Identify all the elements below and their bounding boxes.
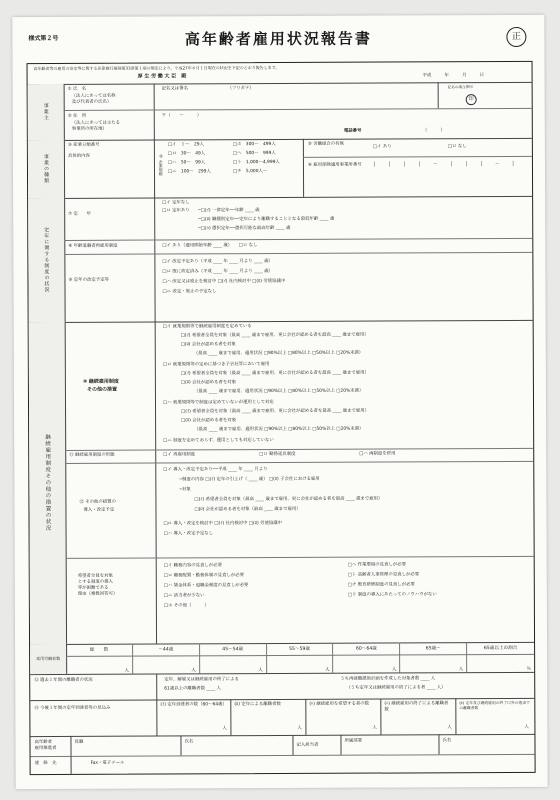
past-year-label: ⑬ 過去１年間の離職者の状況 <box>34 677 93 684</box>
continued-option[interactable]: （最高 ____ 歳まで雇用、適用状況 □90%以上 □80%以上 □50%以上 □20%未満） <box>193 350 364 357</box>
measure-option[interactable]: □ハ 両制度を併用 <box>359 451 396 457</box>
continued-option[interactable]: □ロ 就業規則等の定めに基づき子会社等において雇用 <box>162 362 270 368</box>
job-retirement-option[interactable]: ─□(ﾛ) 職種別定年──定年により離職することとなる最低年齢 ____ 歳 <box>198 216 335 223</box>
business-section <box>28 138 532 199</box>
reason-label-3: 等が困難である <box>77 585 109 591</box>
workers-value-cell[interactable]: ％ <box>526 666 532 672</box>
reason-option[interactable]: □ホ その他（ ） <box>163 603 209 609</box>
furigana-label: （フリガナ） <box>227 86 254 92</box>
continued-option[interactable]: □(ｲ) 希望者全員を対象（最高 ____ 歳まで雇用、更に会社が認める者を最高 ____ 歳まで雇用） <box>180 370 369 377</box>
selective-retirement-option[interactable]: ─□(ﾊ) 選択定年──選択可能な最高年齢 ____ 歳 <box>198 225 291 232</box>
divider <box>154 238 532 241</box>
next-year-col: (ﾆ) 継続雇用の終了による離職者数 <box>384 701 449 713</box>
divider <box>438 82 439 108</box>
company-size-label: ④ 企業規模 <box>158 153 164 176</box>
reason-label-4: 理由（複数回答可） <box>77 591 118 597</box>
workers-header-cell: 60～64歳 <box>333 642 400 654</box>
divider <box>154 108 532 111</box>
continued-labels <box>65 322 157 644</box>
report-form-paper <box>12 15 547 789</box>
divider <box>303 156 532 158</box>
workers-section <box>30 642 534 675</box>
next-year-label: ⑭ 今後１年間の定年到達者等の見込み <box>34 705 111 712</box>
insurance-number-boxes[interactable]: │ │ │ │ － │ │ │ － │ <box>372 161 519 168</box>
plan-option[interactable]: □ハ 導入・改定予定なし <box>163 531 214 537</box>
size-option[interactable]: □ヘ 500～ 999人 <box>232 151 276 157</box>
employer-labels <box>64 84 155 140</box>
plan-option[interactable]: □イ 導入・改定予定あり──平成 ____ 年 ____ 月より <box>163 467 268 473</box>
continued-option[interactable]: （最高 ____ 歳まで雇用、適用状況 □90%以上 □80%以上 □50%以上 □20%未満） <box>194 426 364 433</box>
retirement-section <box>28 196 533 323</box>
change-option[interactable]: □イ 改定予定あり（平成 ____ 年 ____ 月より ____ 歳） <box>162 259 273 265</box>
divider <box>305 699 306 735</box>
original-seal-mark: 正 <box>506 27 526 47</box>
workers-header-cell: 55～59歳 <box>267 643 334 655</box>
reason-option[interactable]: □ロ 職務配置・勤務体制の見直しが必要 <box>163 573 244 579</box>
workers-value-cell[interactable]: 人 <box>200 655 267 673</box>
continued-option[interactable]: □(ﾛ) 会社が認める者を対象 <box>180 380 237 386</box>
workers-header-cell: 45～54歳 <box>200 643 267 655</box>
reason-option[interactable]: □リ 制度の導入にあたってのノウハウがない <box>347 592 437 598</box>
workers-value-cell[interactable]: 人 <box>66 656 133 674</box>
divider <box>455 698 456 734</box>
past-year-section <box>30 672 534 701</box>
continued-employment-section <box>29 320 534 645</box>
continued-option[interactable]: □ニ 制度を定めておらず、運用としても対応していない <box>163 438 274 444</box>
size-option[interactable]: □ニ 100～ 299人 <box>167 169 211 175</box>
workers-header-cell: 65歳以上の割合 <box>483 645 518 652</box>
union-yes-checkbox[interactable]: □イ あり <box>372 144 392 150</box>
divider <box>66 558 156 559</box>
workers-value-cell[interactable]: 人 <box>267 655 334 673</box>
intro-text: 高年齢者等の雇用の安定等に関する法律施行規則第33条第１項の規定により、平成27年６月１日現在の状況を下記のとおり報告します。 <box>33 64 280 72</box>
position-field[interactable]: 役職 <box>74 739 84 745</box>
reason-option[interactable]: □ハ 賃金体系・退職金制度の見直しが必要 <box>163 583 249 589</box>
continued-option[interactable]: □イ 就業規則等で継続雇用制度を定めている <box>162 324 252 330</box>
reason-option[interactable]: □チ 教育研修制度の見直しが必要 <box>347 582 415 588</box>
measure-option[interactable]: □イ 再雇用制度 <box>163 452 196 458</box>
address-note-1: （法人にあっては主たる <box>71 120 121 126</box>
divider <box>303 139 304 197</box>
next-year-unit[interactable]: 人 <box>222 726 227 732</box>
divider <box>438 734 439 754</box>
divider <box>156 556 534 559</box>
divider <box>230 699 231 735</box>
industry-code-label: ③ 産業分類番号 <box>67 142 100 148</box>
form-frame <box>27 61 536 775</box>
retirement-section-label: 定年に関する制度の状況 <box>28 198 66 322</box>
continued-section-label: 継続雇用制度その他の措置の状況 <box>29 322 67 644</box>
size-option[interactable]: □チ 5,000人～ <box>232 169 268 175</box>
continued-option[interactable]: □(ﾛ) 会社が認める者を対象 <box>180 342 236 348</box>
industry-code-cell <box>64 140 155 198</box>
reemploy-options[interactable]: □イ あり（適用開始年齢 ____ 歳） □ロ なし <box>162 243 258 249</box>
continued-system-label: ⑩ 継続雇用制度 <box>82 378 119 385</box>
form-title: 高年齢者雇用状況報告書 <box>184 29 372 49</box>
business-content-label: 具体的内容 <box>67 153 90 159</box>
plan-label-1: ⑫ その他の措置の <box>79 499 116 505</box>
reason-option[interactable]: □イ 職務内容の見直しが必要 <box>163 563 222 569</box>
divider <box>380 699 381 735</box>
writer-name-field[interactable]: 氏名 <box>442 738 452 744</box>
divider <box>156 700 157 736</box>
next-year-unit[interactable]: 人 <box>372 725 377 731</box>
change-option[interactable]: □ハ 改定又は廃止を検討中 □(ｲ) 社内検討中 □(ﾛ) 労使協議中 <box>162 278 286 285</box>
next-year-col: (ｲ) 定年到達者の数（60～64歳） <box>160 702 227 708</box>
size-option[interactable]: □ハ 50～ 99人 <box>167 160 206 166</box>
reason-option[interactable]: □ヘ 作業環境の見直しが必要 <box>347 562 406 568</box>
signature-mark-label: 記名の場合押印 <box>447 85 473 90</box>
promoter-label-2: 雇用推進者 <box>34 745 57 752</box>
divider <box>340 735 341 755</box>
business-section-label: 事業の種類 <box>28 140 65 198</box>
name-note-2: 及び代表者の氏名） <box>71 99 112 105</box>
next-year-col: (ﾛ) 定年による離職者数 <box>234 701 281 708</box>
change-option[interactable]: □ロ 既に改定済み（平成 ____ 年 ____ 月より ____ 歳） <box>162 269 273 275</box>
past-year-line[interactable]: うち再就職援助計画を作成した対象者数 ____ 人 <box>340 676 436 682</box>
past-year-line[interactable]: 61歳以上の離職者数 ____ 人 <box>164 686 221 692</box>
plan-option[interactable]: ─制度の内容 □(ｲ) 定年の引上げ（ ____ 歳） □(ﾛ) 子会社における雇用 <box>179 476 320 483</box>
divider <box>71 756 72 774</box>
workers-value-cell[interactable]: 人 <box>133 655 200 673</box>
promoter-label-1: 高年齢者 <box>34 739 53 746</box>
measure-form-label: ⑪ 継続雇用制度の形態 <box>69 452 115 458</box>
signature-label: 記名又は署名 <box>161 86 189 92</box>
next-year-unit[interactable]: 人 <box>447 725 452 731</box>
divider <box>155 448 533 451</box>
divider <box>64 110 154 111</box>
union-label: ⑤ 労働組合の有無 <box>307 141 344 147</box>
next-year-unit[interactable]: 人 <box>524 724 529 730</box>
reason-label-1: 希望者全員を対象 <box>77 573 113 579</box>
reason-option[interactable]: □ト 高齢者人事管理の見直しが必要 <box>347 572 420 578</box>
divider <box>64 254 154 255</box>
fax-email-field[interactable]: Fax・電子メール <box>90 760 125 766</box>
plan-label-2: 導入・改定予定 <box>83 507 115 513</box>
retirement-labels <box>64 198 156 322</box>
divider <box>155 461 533 464</box>
address-label: ② 住 所 <box>67 113 87 119</box>
workers-header-cell: 65歳～ <box>400 642 467 654</box>
continued-option[interactable]: □(ｲ) 希望者全員を対象（最高 ____ 歳まで雇用、更に会社が認める者を最高 ____ 歳まで雇用） <box>180 332 369 339</box>
contact-section <box>30 734 534 774</box>
workers-section-label: 常用労働者数 <box>30 644 67 674</box>
name-note-1: （法人にあっては名称 <box>71 93 116 99</box>
workers-header-cell: 総 数 <box>66 644 133 656</box>
size-option[interactable]: □ト 1,000～4,999人 <box>232 159 280 166</box>
report-date[interactable]: 平成 年 月 日 <box>422 73 485 79</box>
size-option[interactable]: □ホ 300～ 499人 <box>232 142 276 148</box>
form-number: 様式第２号 <box>28 34 59 43</box>
continued-option[interactable]: □(ｲ) 希望者全員を対象（最高 ____ 歳まで雇用、更に会社が認める者を最高 ____ 歳まで雇用） <box>181 408 370 415</box>
size-option[interactable]: □ロ 30～ 49人 <box>167 151 206 157</box>
retirement-yes-checkbox[interactable]: □ロ 定年あり <box>162 208 190 214</box>
divider <box>65 463 155 464</box>
reason-label-2: とする制度の導入 <box>77 579 113 585</box>
size-option[interactable]: □イ １～ 29人 <box>167 142 204 148</box>
divider <box>292 735 293 755</box>
next-year-col: (ﾊ) 継続雇用を希望する者の数 <box>309 701 370 707</box>
past-year-line[interactable]: （うち定年又は継続雇用の終了による者 ____ 人） <box>346 685 446 691</box>
plan-option: ─対象 <box>179 487 191 493</box>
change-option[interactable]: □ニ 改定・廃止の予定なし <box>162 289 217 295</box>
uniform-retirement-option[interactable]: ─□(ｲ) 一律定年──年齢 ____ 歳 <box>198 208 260 214</box>
workers-value-cell[interactable]: 人 <box>334 654 401 672</box>
change-label: ⑨ 定年の改定予定等 <box>68 277 109 283</box>
continued-option[interactable]: □(ﾛ) 会社が認める者を対象 <box>181 418 237 424</box>
workers-value-row <box>66 654 534 674</box>
phone-field[interactable]: （ ） <box>422 128 445 134</box>
past-year-line: 定年、解雇又は継続雇用の終了による <box>164 677 239 683</box>
retirement-none-checkbox[interactable]: □イ 定年なし <box>162 200 190 206</box>
continued-option[interactable]: （最高 ____ 歳まで雇用、適用状況 □90%以上 □80%以上 □50%以上 □20%未満） <box>193 388 364 395</box>
divider <box>64 240 154 241</box>
divider <box>156 674 157 700</box>
divider <box>31 754 535 757</box>
addressee: 厚 生 労 働 大 臣 殿 <box>137 73 187 80</box>
writer-label: 記入担当者 <box>296 742 319 748</box>
next-year-section <box>30 698 534 737</box>
reemploy-label: ⑧ 年齢退職者再雇用制度 <box>68 243 118 249</box>
union-no-checkbox[interactable]: □ロ なし <box>447 144 467 150</box>
insurance-number-label: ⑥ 雇用保険適用事業所番号 <box>307 162 362 168</box>
continued-option[interactable]: □ハ 就業規則等で制度は定めていないが運用として対応 <box>162 400 274 406</box>
reason-option[interactable]: □ニ 該当者が少ない <box>163 593 205 599</box>
postal-code-field[interactable]: 〒（ － ） <box>161 113 202 119</box>
name-label: ① 氏 名 <box>67 86 87 92</box>
divider <box>65 450 155 451</box>
divider <box>70 736 71 756</box>
measure-option[interactable]: □ロ 勤務延長制度 <box>259 451 296 458</box>
department-field[interactable]: 所属部署 <box>344 738 363 744</box>
plan-option[interactable]: □(ｲ) 希望者全員を対象（最高 ____ 歳まで雇用、更に会社が認める者を最高 ____ 歳まで雇用） <box>194 496 383 503</box>
next-year-unit[interactable]: 人 <box>297 725 302 731</box>
employer-section-label: 事業主 <box>28 84 65 140</box>
divider <box>180 735 181 755</box>
retirement-label: ⑦ 定 年 <box>68 211 92 217</box>
workers-header-cell: ～44歳 <box>133 643 200 655</box>
other-measures-label: その他の措置 <box>86 386 117 393</box>
address-note-2: 事業所の所在地） <box>71 126 107 132</box>
seal-stamp-circle[interactable]: 印 <box>466 94 477 105</box>
plan-option[interactable]: □ロ 導入・改定を検討中 □(ｲ) 社内検討中 □(ﾛ) 労使協議中 <box>163 520 283 527</box>
plan-option[interactable]: □(ﾛ) 会社が認める者を対象（最高 ____ 歳まで雇用） <box>194 506 301 513</box>
next-year-col: (ﾎ) 定年及び継続雇用の終了以外の理由での離職者数 <box>459 699 530 711</box>
employer-section <box>28 82 532 141</box>
phone-label: 電話番号 <box>343 128 362 134</box>
divider <box>154 252 532 255</box>
workers-value-cell[interactable]: 人 <box>400 654 467 672</box>
promoter-name-field[interactable]: 氏名 <box>184 739 194 745</box>
contact-label: 連 絡 先 <box>34 760 57 767</box>
